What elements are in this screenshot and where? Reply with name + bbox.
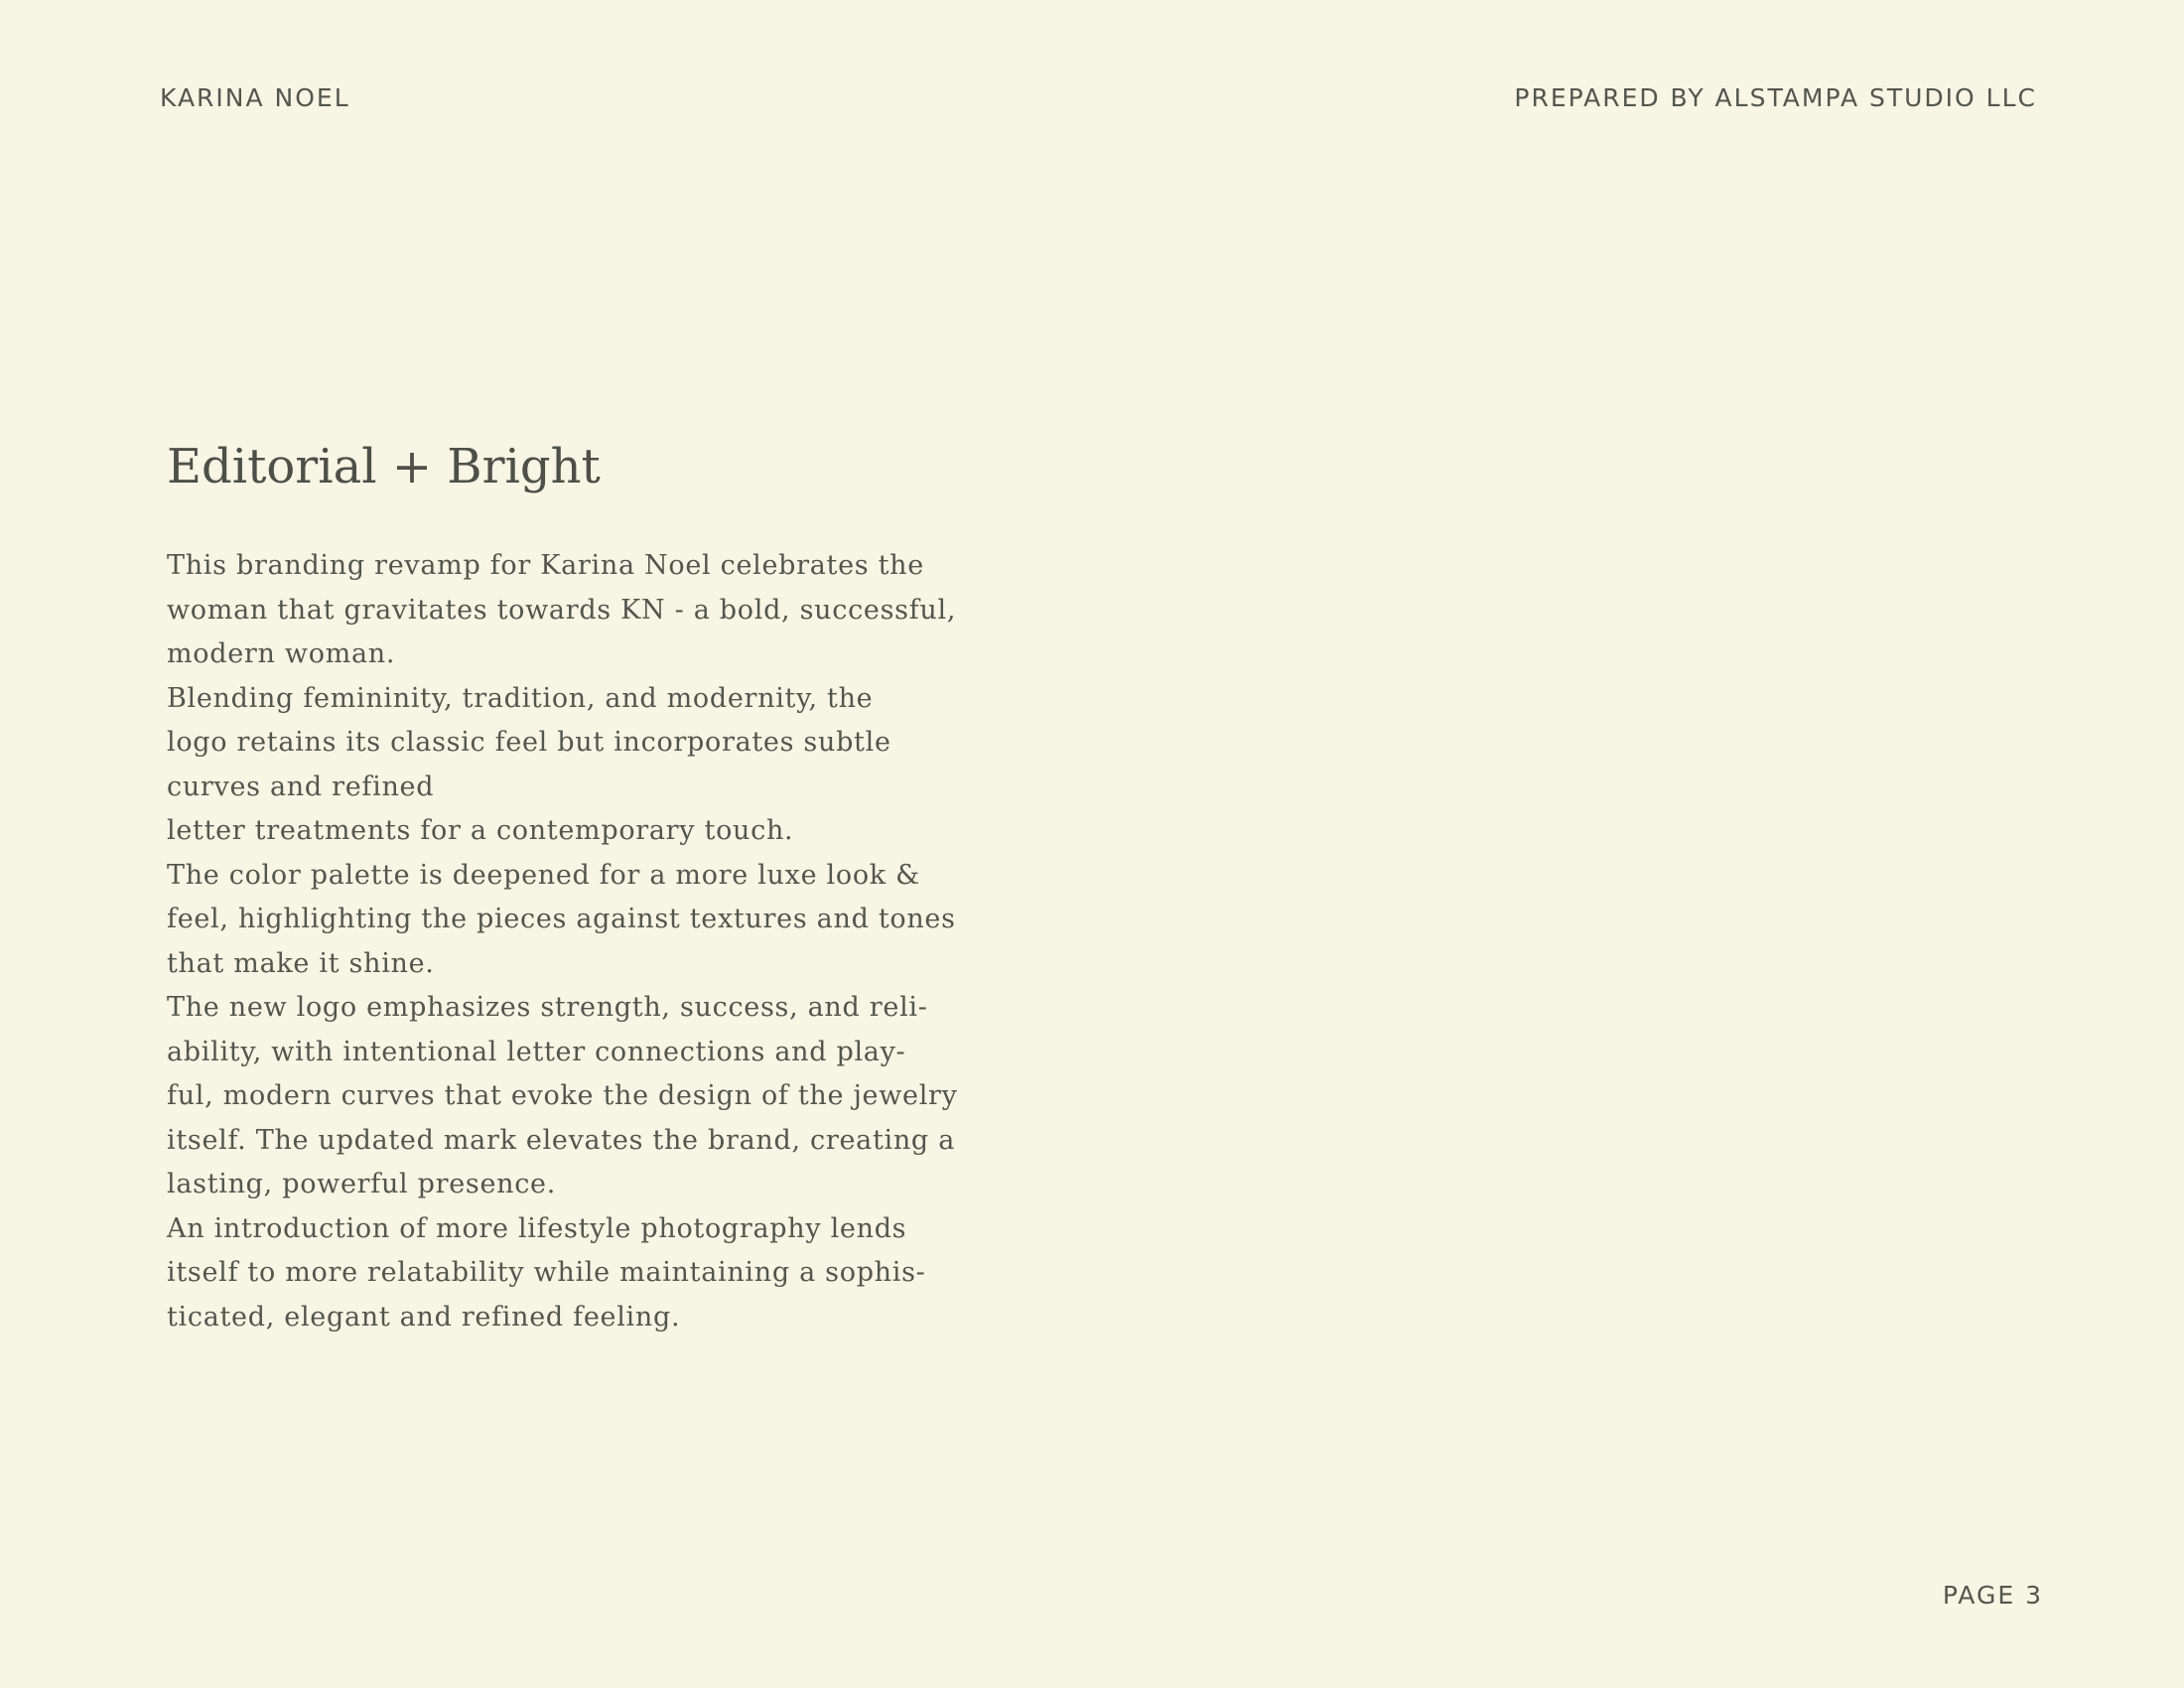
body-line: ticated, elegant and refined feeling.: [167, 1301, 681, 1333]
section-title: Editorial + Bright: [167, 439, 601, 494]
body-text: [167, 544, 961, 1339]
body-line: ability, with intentional letter connections and play-: [167, 1036, 906, 1067]
body-line: This branding revamp for Karina Noel celebrates the: [167, 550, 924, 581]
body-line: feel, highlighting the pieces against textures and tones: [167, 904, 956, 934]
prepared-by: PREPARED BY ALSTAMPA STUDIO LLC: [1514, 83, 2037, 112]
client-name: KARINA NOEL: [160, 83, 350, 112]
body-line: itself to more relatability while maintaining a sophis-: [167, 1257, 926, 1288]
body-line: woman that gravitates towards KN - a bold, successful,: [167, 594, 957, 626]
body-line: curves and refined: [167, 771, 435, 802]
body-line: ful, modern curves that evoke the design of the jewelry: [167, 1080, 958, 1111]
body-line: modern woman.: [167, 638, 396, 669]
body-line: The new logo emphasizes strength, success, and reli-: [167, 992, 928, 1023]
body-line: letter treatments for a contemporary touch.: [167, 815, 794, 846]
body-line: The color palette is deepened for a more luxe look &: [167, 859, 920, 891]
page-number: PAGE 3: [1942, 1581, 2043, 1610]
body-line: logo retains its classic feel but incorporates subtle: [167, 727, 891, 758]
body-line: Blending femininity, tradition, and modernity, the: [167, 682, 874, 714]
body-line: itself. The updated mark elevates the brand, creating a: [167, 1124, 955, 1156]
body-line: lasting, powerful presence.: [167, 1169, 557, 1199]
body-line: An introduction of more lifestyle photography lends: [167, 1212, 907, 1244]
body-line: that make it shine.: [167, 947, 435, 979]
